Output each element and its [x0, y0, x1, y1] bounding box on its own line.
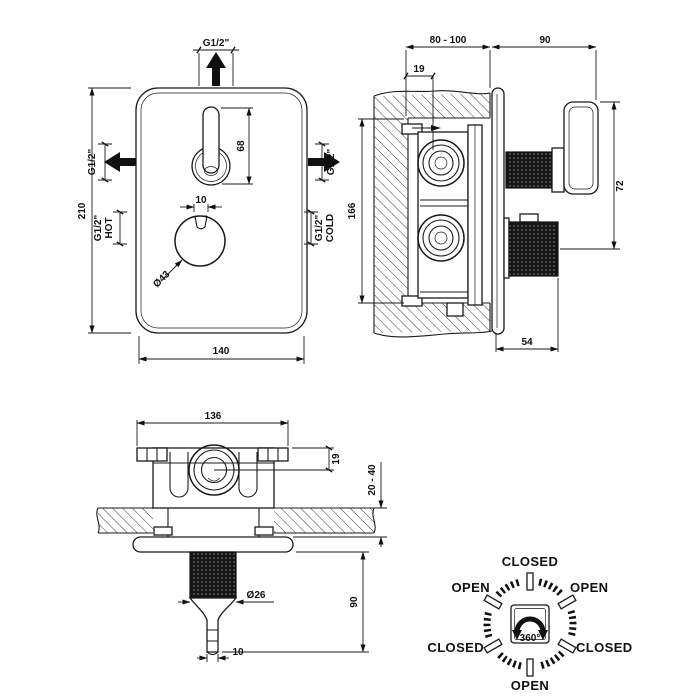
thermostatic-knob-side — [504, 214, 558, 278]
dim-plate-height — [88, 88, 131, 333]
dim-stem-label: 10 — [195, 195, 207, 206]
dial-label-lower-right: CLOSED — [576, 640, 633, 655]
dial-label-bottom: OPEN — [510, 678, 550, 693]
side-section-view — [347, 35, 626, 352]
port-hot-size-label: G1/2" — [93, 214, 104, 242]
tick-lower-left — [484, 639, 502, 653]
port-cold-word-label: COLD — [325, 213, 336, 243]
dim-lever-width-label: 10 — [232, 647, 244, 658]
tick-bottom — [527, 659, 533, 676]
dim-knob-diameter-label: Ø43 — [151, 268, 173, 291]
tick-lower-right — [558, 639, 576, 653]
flow-arrow-up-icon — [206, 52, 226, 86]
dial-label-upper-right: OPEN — [570, 580, 609, 595]
dim-wall-thickness-label: 20 - 40 — [367, 464, 378, 496]
dim-depth-range-label: 80 - 100 — [429, 35, 467, 46]
tick-upper-left — [484, 595, 502, 609]
built-in-body-section — [402, 124, 482, 316]
trim-plate-side — [492, 88, 504, 334]
dim-plate-height-label: 210 — [77, 202, 88, 220]
dim-body-width-label: 136 — [204, 411, 222, 422]
dim-lever-width — [197, 654, 229, 662]
port-left-label: G1/2" — [87, 148, 98, 176]
dial-label-lower-left: CLOSED — [427, 640, 484, 655]
dim-drop-label: 90 — [349, 596, 360, 608]
dim-projection-label: 90 — [539, 35, 551, 46]
trim-plate-front — [136, 88, 307, 333]
dial-center-label: 360° — [519, 633, 541, 644]
dim-projection — [492, 47, 596, 100]
built-in-body-top — [137, 445, 288, 537]
rotation-dial — [427, 554, 632, 693]
wall-band-hatch — [97, 508, 375, 533]
trim-plate-top — [133, 537, 293, 552]
dim-offset-side-label: 19 — [413, 64, 425, 75]
tick-upper-right — [558, 595, 576, 609]
port-right-label: G1/2" — [326, 148, 337, 176]
dim-offset-top-label: 19 — [331, 453, 342, 465]
dial-label-upper-left: OPEN — [451, 580, 490, 595]
front-view — [77, 38, 340, 364]
tick-top — [527, 573, 533, 590]
port-top-label: G1/2" — [202, 38, 230, 49]
lever-handle-side — [506, 102, 598, 194]
dial-label-top: CLOSED — [501, 554, 559, 569]
dim-port-hot — [113, 212, 127, 244]
thermostatic-knob-top — [190, 552, 236, 655]
flow-arrow-left-icon — [104, 152, 136, 172]
dim-handle-height-label: 72 — [615, 180, 626, 192]
port-hot-word-label: HOT — [104, 217, 115, 239]
top-plan-view — [97, 411, 387, 662]
dim-body-width — [137, 420, 288, 446]
dim-knob-diameter-top-label: Ø26 — [246, 590, 266, 601]
dim-plate-width-label: 140 — [212, 346, 230, 357]
dim-knob-depth-label: 54 — [521, 337, 533, 348]
port-cold-size-label: G1/2" — [314, 214, 325, 242]
dim-lever-label: 68 — [236, 140, 247, 152]
dim-box-height-label: 166 — [347, 202, 358, 220]
